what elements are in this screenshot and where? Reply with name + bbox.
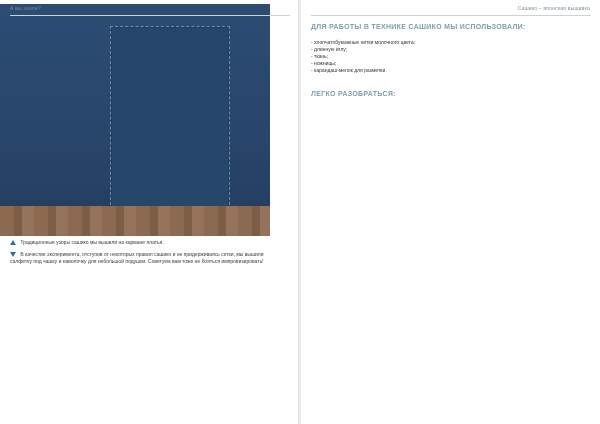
caption-pocket [10,240,285,247]
materials-list [311,40,581,75]
header-rule-right [311,15,591,16]
easy-heading: ЛЕГКО РАЗОБРАТЬСЯ: [311,91,396,98]
running-head-right: Сашико – японская вышивка [517,6,590,12]
caption-pocket-text: Традиционные узоры сашико мы вышили на кармане платья. [20,240,164,246]
materials-item: - ткань; [311,54,329,60]
caption-experiment-text: В качестве эксперимента, отступив от некоторых правил сашико и не придерживаясь сетки, мы вышили салфетку под чашку и наволочку для небольшой подушки. Советуем вам тоже не бояться импровизировать! [10,252,264,265]
embroidered-pocket [110,26,230,220]
materials-item: - карандаш-мелок для разметки. [311,68,387,74]
triangle-up-icon [10,240,16,245]
left-page [0,0,299,424]
materials-item: - ножницы; [311,61,337,67]
wooden-floor [0,206,270,236]
materials-item: - длинную иглу; [311,47,348,53]
running-head-left: А вы знали? [10,6,41,12]
header-rule-left [10,15,290,16]
triangle-down-icon [10,252,16,257]
caption-experiment [10,252,285,266]
sashiko-pocket-photo [0,4,270,236]
materials-heading: ДЛЯ РАБОТЫ В ТЕХНИКЕ САШИКО МЫ ИСПОЛЬЗОВАЛИ: [311,24,526,31]
materials-item: - хлопчатобумажные нитки молочного цвета; [311,40,416,46]
